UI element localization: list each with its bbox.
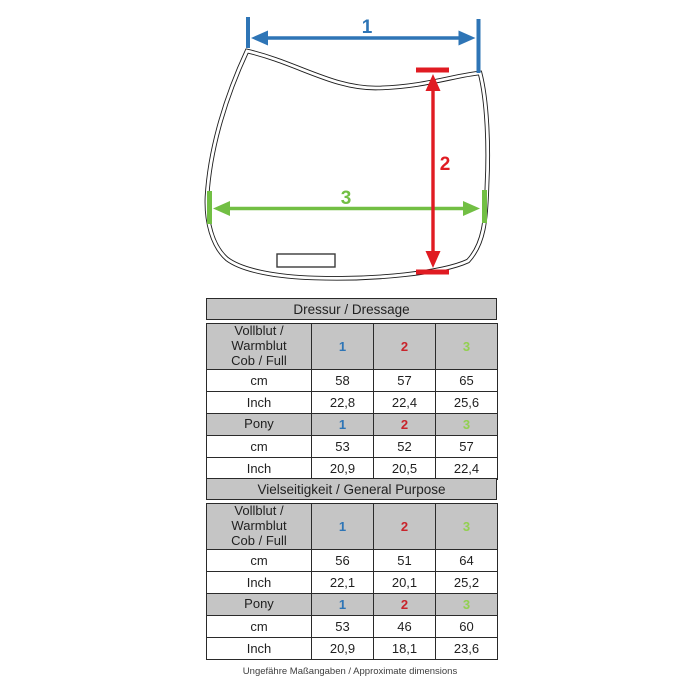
size-group-label xyxy=(207,504,312,550)
value-cell: 20,1 xyxy=(374,571,436,593)
value-cell: 23,6 xyxy=(436,637,498,659)
value-cell: 57 xyxy=(436,435,498,457)
value-cell: 20,9 xyxy=(312,457,374,479)
column-header-measure-3: 3 xyxy=(436,324,498,370)
value-cell: 52 xyxy=(374,435,436,457)
dressage-table-title: Dressur / Dressage xyxy=(206,298,497,320)
table-row xyxy=(207,593,498,615)
table-row xyxy=(207,391,498,413)
value-cell: 22,8 xyxy=(312,391,374,413)
dressage-size-table xyxy=(206,323,498,480)
table-row xyxy=(207,504,498,550)
measure-1-arrowhead-right-icon xyxy=(459,31,476,46)
size-group-label-line1: Vollblut / Warmblut xyxy=(231,503,287,533)
value-cell: 22,4 xyxy=(374,391,436,413)
value-cell: 20,5 xyxy=(374,457,436,479)
size-group-label-line2: Cob / Full xyxy=(231,352,287,368)
column-header-measure-1: 1 xyxy=(312,324,374,370)
measure-1-label: 1 xyxy=(361,17,373,38)
table-row xyxy=(207,413,498,435)
value-cell: 65 xyxy=(436,369,498,391)
column-header-measure-2: 2 xyxy=(374,413,436,435)
column-header-measure-3: 3 xyxy=(436,593,498,615)
size-group-label: Pony xyxy=(207,413,312,435)
measure-1-arrowhead-left-icon xyxy=(251,31,268,46)
table-row xyxy=(207,637,498,659)
size-group-label-line2: Cob / Full xyxy=(231,532,287,548)
value-cell: 53 xyxy=(312,435,374,457)
value-cell: 18,1 xyxy=(374,637,436,659)
table-row xyxy=(207,615,498,637)
general-purpose-table xyxy=(206,478,497,660)
value-cell: 20,9 xyxy=(312,637,374,659)
table-row xyxy=(207,324,498,370)
unit-cell: Inch xyxy=(207,637,312,659)
value-cell: 25,6 xyxy=(436,391,498,413)
general-purpose-size-table xyxy=(206,503,498,660)
measure-3-label: 3 xyxy=(340,188,352,209)
size-group-label xyxy=(207,324,312,370)
unit-cell: cm xyxy=(207,549,312,571)
unit-cell: cm xyxy=(207,435,312,457)
unit-cell: Inch xyxy=(207,571,312,593)
column-header-measure-1: 1 xyxy=(312,593,374,615)
unit-cell: cm xyxy=(207,369,312,391)
pad-tag-rectangle xyxy=(277,254,335,267)
column-header-measure-3: 3 xyxy=(436,504,498,550)
column-header-measure-2: 2 xyxy=(374,593,436,615)
column-header-measure-3: 3 xyxy=(436,413,498,435)
value-cell: 64 xyxy=(436,549,498,571)
column-header-measure-2: 2 xyxy=(374,324,436,370)
approximate-dimensions-note: Ungefähre Maßangaben / Approximate dimensions xyxy=(242,666,458,677)
table-row xyxy=(207,435,498,457)
value-cell: 53 xyxy=(312,615,374,637)
table-row xyxy=(207,571,498,593)
value-cell: 60 xyxy=(436,615,498,637)
unit-cell: cm xyxy=(207,615,312,637)
dressage-table xyxy=(206,298,497,480)
value-cell: 57 xyxy=(374,369,436,391)
general-purpose-table-title: Vielseitigkeit / General Purpose xyxy=(206,478,497,500)
saddle-pad-diagram xyxy=(0,0,700,296)
value-cell: 51 xyxy=(374,549,436,571)
unit-cell: Inch xyxy=(207,391,312,413)
table-row xyxy=(207,549,498,571)
table-row xyxy=(207,457,498,479)
column-header-measure-1: 1 xyxy=(312,504,374,550)
measure-2-label: 2 xyxy=(439,154,451,175)
value-cell: 22,4 xyxy=(436,457,498,479)
size-group-label: Pony xyxy=(207,593,312,615)
size-group-label-line1: Vollblut / Warmblut xyxy=(231,323,287,353)
value-cell: 46 xyxy=(374,615,436,637)
column-header-measure-2: 2 xyxy=(374,504,436,550)
value-cell: 58 xyxy=(312,369,374,391)
unit-cell: Inch xyxy=(207,457,312,479)
column-header-measure-1: 1 xyxy=(312,413,374,435)
table-row xyxy=(207,369,498,391)
value-cell: 25,2 xyxy=(436,571,498,593)
value-cell: 22,1 xyxy=(312,571,374,593)
value-cell: 56 xyxy=(312,549,374,571)
